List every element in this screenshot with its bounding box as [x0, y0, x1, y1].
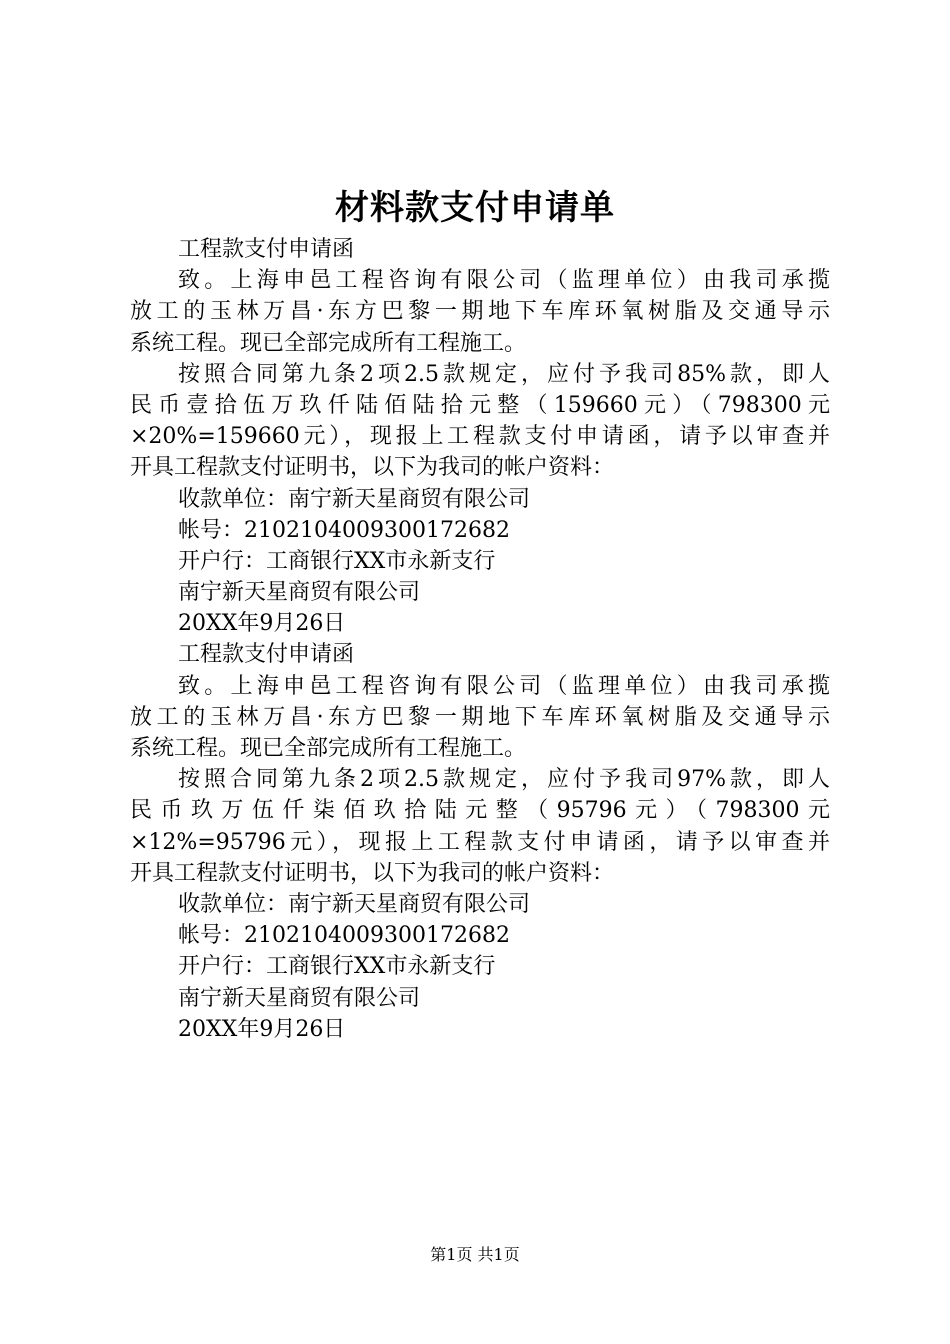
payment-line: 按照合同第九条2项2.5款规定，应付予我司85%款，即人 — [178, 361, 830, 387]
account-line: 帐号：2102104009300172682 — [178, 517, 510, 543]
account-line: 帐号：2102104009300172682 — [178, 923, 510, 949]
letter-heading: 工程款支付申请函 — [178, 642, 355, 668]
company-signature: 南宁新天星商贸有限公司 — [178, 985, 421, 1011]
payment-line: 民币壹拾伍万玖仟陆佰陆拾元整（159660元）（798300元 — [130, 392, 830, 418]
addressee-line: 致。上海申邑工程咨询有限公司（监理单位）由我司承揽 — [178, 673, 830, 699]
bank-line: 开户行：工商银行XX市永新支行 — [178, 954, 496, 980]
addressee-line: 系统工程。现已全部完成所有工程施工。 — [130, 330, 527, 356]
payment-line: 民币玖万伍仟柒佰玖拾陆元整（95796元）（798300元 — [130, 798, 830, 824]
payment-line: ×12%=95796元），现报上工程款支付申请函，请予以审查并 — [130, 829, 830, 855]
document-body — [130, 234, 830, 1045]
company-signature: 南宁新天星商贸有限公司 — [178, 580, 421, 606]
document-title: 材料款支付申请单 — [335, 188, 615, 228]
letter-heading: 工程款支付申请函 — [178, 237, 355, 262]
letter-date: 20XX年9月26日 — [178, 611, 346, 637]
letter-date: 20XX年9月26日 — [178, 1016, 346, 1042]
letter-section — [130, 639, 830, 1044]
bank-line: 开户行：工商银行XX市永新支行 — [178, 548, 496, 574]
letter-section — [130, 234, 830, 639]
addressee-line: 放工的玉林万昌·东方巴黎一期地下车库环氧树脂及交通导示 — [130, 299, 830, 325]
payment-line: 开具工程款支付证明书，以下为我司的帐户资料： — [130, 455, 615, 481]
payee-line: 收款单位：南宁新天星商贸有限公司 — [178, 486, 531, 512]
addressee-line: 放工的玉林万昌·东方巴黎一期地下车库环氧树脂及交通导示 — [130, 704, 830, 730]
payment-line: ×20%=159660元），现报上工程款支付申请函，请予以审查并 — [130, 424, 830, 450]
page-footer: 第1页 共1页 — [430, 1245, 520, 1264]
addressee-line: 系统工程。现已全部完成所有工程施工。 — [130, 736, 527, 761]
payment-line: 开具工程款支付证明书，以下为我司的帐户资料： — [130, 860, 615, 886]
payment-line: 按照合同第九条2项2.5款规定，应付予我司97%款，即人 — [178, 767, 830, 793]
addressee-line: 致。上海申邑工程咨询有限公司（监理单位）由我司承揽 — [178, 268, 830, 294]
payee-line: 收款单位：南宁新天星商贸有限公司 — [178, 891, 531, 917]
